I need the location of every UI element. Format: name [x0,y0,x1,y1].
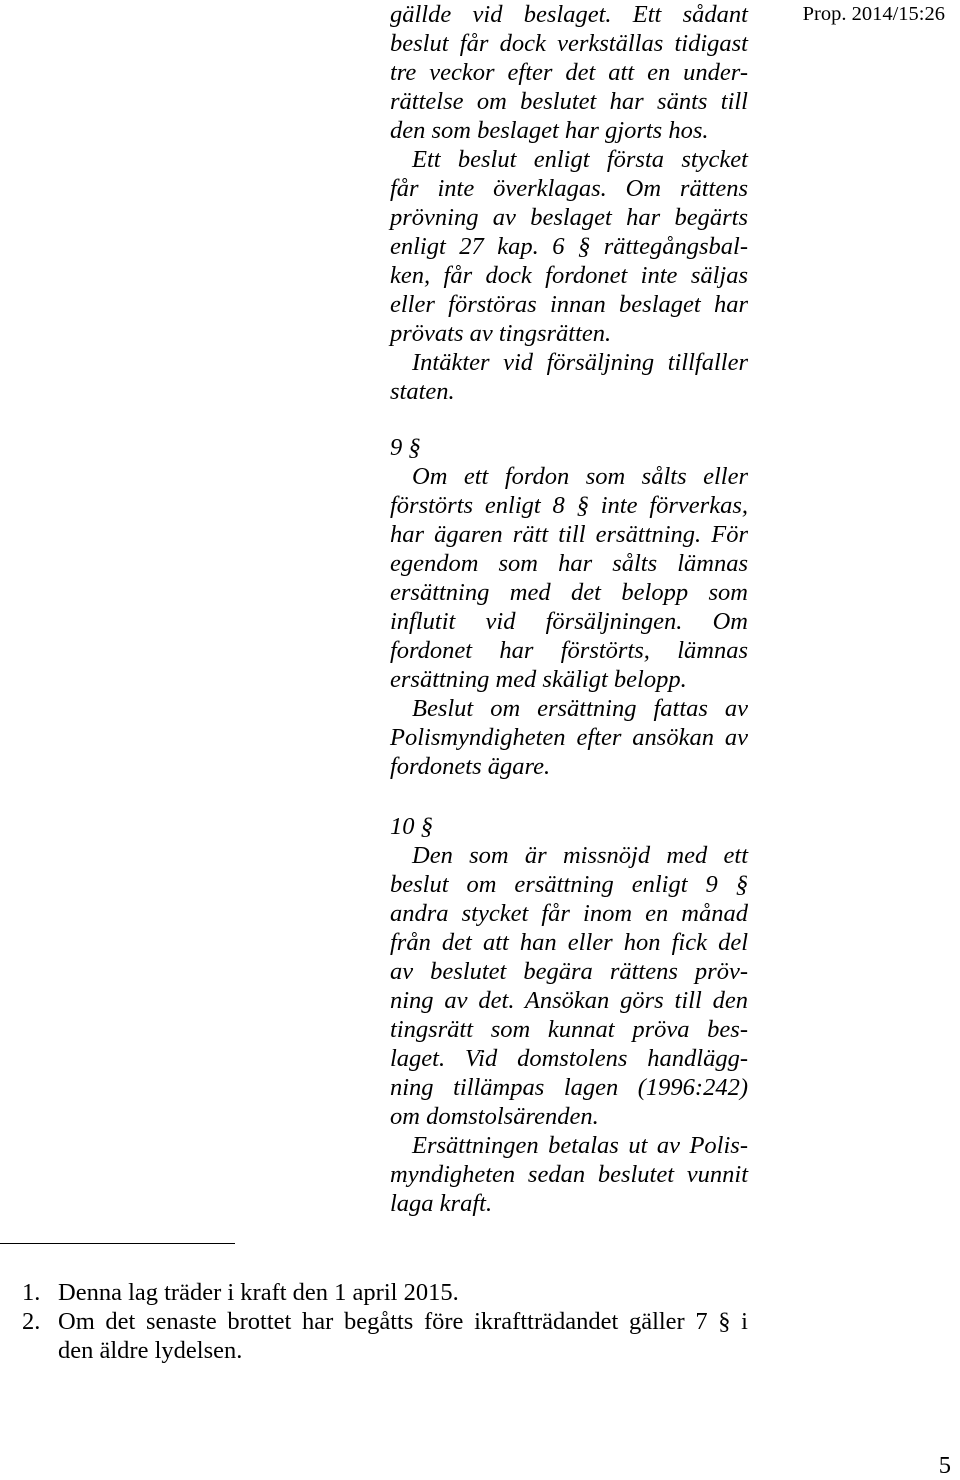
text-line: har ägaren rätt till ersättning. För [390,521,748,548]
text-line: staten. [390,378,455,405]
text-line: av beslutet begära rättens pröv- [390,958,748,985]
text-line: egendom som har sålts lämnas [390,550,748,577]
text-line: laget. Vid domstolens handlägg- [390,1045,748,1072]
section-heading: 10 § [390,813,433,840]
text-line: prövats av tingsrätten. [390,320,612,347]
text-line: fordonets ägare. [390,753,551,780]
page-number: 5 [938,1452,951,1479]
text-line: laga kraft. [390,1190,493,1217]
text-line: om domstolsärenden. [390,1103,599,1130]
text-line: beslut om ersättning enligt 9 § [390,871,748,898]
text-line: andra stycket får inom en månad [390,900,748,927]
section-heading: 9 § [390,434,421,461]
text-line: Ett beslut enligt första stycket [412,146,748,173]
footnote-text [58,1307,748,1365]
document-reference: Prop. 2014/15:26 [802,3,945,25]
footnote-2 [0,1307,748,1364]
paragraph [390,462,748,694]
text-line: myndigheten sedan beslutet vunnit [390,1161,748,1188]
paragraph [390,145,748,348]
section-9 [390,433,748,781]
text-line: ersättning med det belopp som [390,579,748,606]
footnote-text [58,1278,748,1307]
text-line: Den som är missnöjd med ett [412,842,748,869]
text-line: förstörts enligt 8 § inte förverkas, [390,492,748,519]
text-line: den äldre lydelsen. [58,1337,243,1364]
text-line: fordonet har förstörts, lämnas [390,637,748,664]
text-line: får inte överklagas. Om rättens [390,175,748,202]
text-line: tre veckor efter det att en under- [390,59,748,86]
intro-text [390,0,748,406]
text-line: från det att han eller hon fick del [390,929,748,956]
text-line: beslut får dock verkställas tidigast [390,30,748,57]
text-line: rättelse om beslutet har sänts till [390,88,748,115]
paragraph [390,1131,748,1218]
text-line: Beslut om ersättning fattas av [412,695,748,722]
text-line: Om ett fordon som sålts eller [412,463,748,490]
paragraph [390,348,748,406]
text-line: ersättning med skäligt belopp. [390,666,687,693]
text-line: prövning av beslaget har begärts [390,204,748,231]
text-line: Om det senaste brottet har begåtts före ikraftträdandet gäller 7 § i [58,1308,748,1335]
text-line: enligt 27 kap. 6 § rättegångsbal- [390,233,748,260]
text-line: Polismyndigheten efter ansökan av [390,724,748,751]
text-line: Denna lag träder i kraft den 1 april 2015. [58,1279,459,1306]
text-line: ken, får dock fordonet inte säljas [390,262,748,289]
text-line: ning tillämpas lagen (1996:242) [390,1074,748,1101]
text-line: tingsrätt som kunnat pröva bes- [390,1016,748,1043]
text-line: Intäkter vid försäljning tillfaller [412,349,748,376]
paragraph [390,694,748,781]
text-line: eller förstöras innan beslaget har [390,291,748,318]
text-line: gällde vid beslaget. Ett sådant [390,1,748,28]
footnote-separator [0,1243,235,1244]
text-line: den som beslaget har gjorts hos. [390,117,709,144]
text-line: Ersättningen betalas ut av Polis- [412,1132,748,1159]
footnote-number: 2. [22,1308,41,1335]
footnote-1 [0,1278,748,1307]
section-10 [390,812,748,1218]
paragraph [390,0,748,145]
text-line: influtit vid försäljningen. Om [390,608,748,635]
paragraph [390,841,748,1131]
text-line: ning av det. Ansökan görs till den [390,987,748,1014]
footnote-number: 1. [22,1279,41,1306]
